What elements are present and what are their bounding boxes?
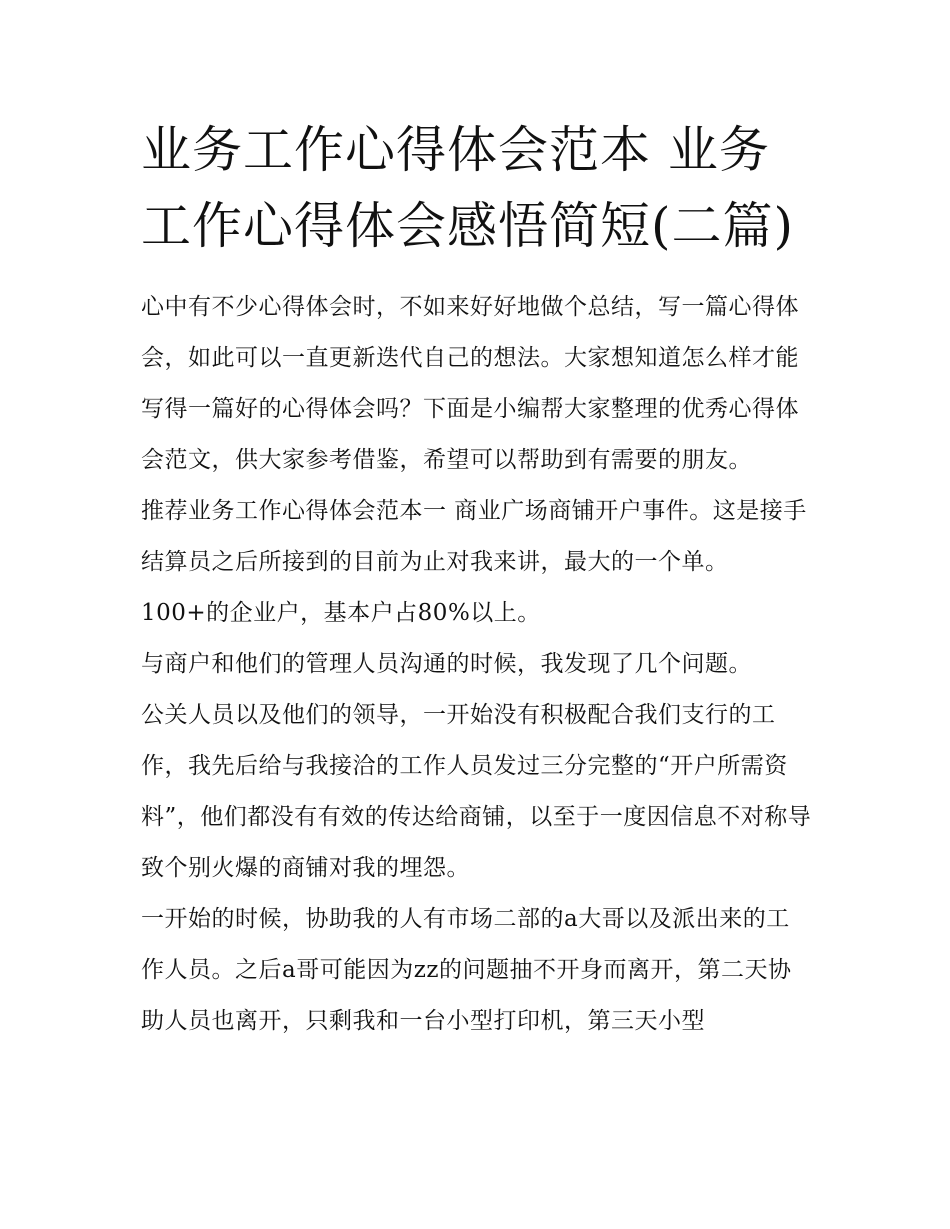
paragraph-2: 与商户和他们的管理人员沟通的时候，我发现了几个问题。 bbox=[141, 651, 752, 677]
document-page bbox=[141, 112, 813, 1047]
paragraph-4: 一开始的时候，协助我的人有市场二部的a大哥以及派出来的工作人员。之后a哥可能因为zz的问题抽不开身而离开，第二天协助人员也离开，只剩我和一台小型打印机，第三天小型 bbox=[141, 906, 792, 1034]
document-title: 业务工作心得体会范本 业务工作心得体会感悟简短(二篇) bbox=[141, 121, 795, 255]
paragraph-intro: 心中有不少心得体会时，不如来好好地做个总结，写一篇心得体会，如此可以一直更新迭代自己的想法。大家想知道怎么样才能写得一篇好的心得体会吗？下面是小编帮大家整理的优秀心得体会范文，供大家参考借鉴，希望可以帮助到有需要的朋友。 bbox=[141, 294, 799, 473]
paragraph-1: 推荐业务工作心得体会范本一 商业广场商铺开户事件。这是接手结算员之后所接到的目前为止对我来讲，最大的一个单。100+的企业户，基本户占80%以上。 bbox=[141, 498, 807, 626]
paragraph-3: 公关人员以及他们的领导，一开始没有积极配合我们支行的工作，我先后给与我接洽的工作人员发过三分完整的“开户所需资料”，他们都没有有效的传达给商铺，以至于一度因信息不对称导致个别火爆的商铺对我的埋怨。 bbox=[141, 702, 812, 881]
document-body bbox=[141, 282, 813, 1047]
